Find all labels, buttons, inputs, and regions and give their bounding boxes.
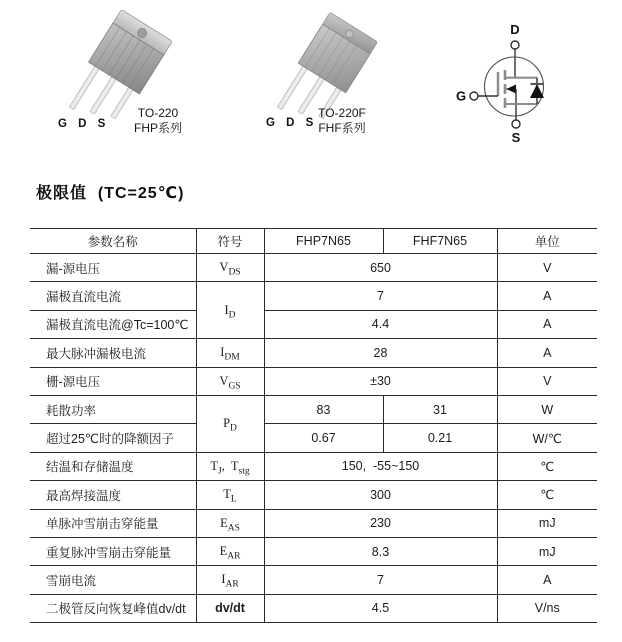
param-cell: 单脉冲雪崩击穿能量	[30, 509, 196, 537]
unit-cell: A	[497, 310, 597, 338]
unit-cell: V	[497, 367, 597, 395]
unit-cell: A	[497, 566, 597, 594]
value-cell: 650	[264, 254, 497, 282]
symbol-cell: $E_{AR}$	[196, 537, 264, 565]
value-cell: 7	[264, 282, 497, 310]
value-cell: 4.4	[264, 310, 497, 338]
unit-cell: W/℃	[497, 424, 597, 452]
table-row	[30, 481, 597, 509]
unit-cell: ℃	[497, 452, 597, 480]
symbol-cell: $I_D$	[196, 282, 264, 339]
table-header-row	[30, 229, 597, 254]
value-cell: 150, -55~150	[264, 452, 497, 480]
unit-cell: mJ	[497, 509, 597, 537]
table-row	[30, 395, 597, 423]
col-header-unit: 单位	[497, 229, 597, 254]
section-title: 极限值 (TC=25℃)	[36, 185, 185, 202]
table-row	[30, 310, 597, 338]
unit-cell: A	[497, 339, 597, 367]
value-cell: 300	[264, 481, 497, 509]
symbol-cell: dv/dt	[196, 594, 264, 622]
source-terminal	[512, 120, 520, 128]
symbol-cell: $I_{DM}$	[196, 339, 264, 367]
source-label: S	[511, 130, 521, 145]
param-cell: 最高焊接温度	[30, 481, 196, 509]
drain-terminal	[511, 41, 519, 49]
pkg1-pins-label: G D S	[58, 118, 110, 130]
param-cell: 栅-源电压	[30, 367, 196, 395]
drain-label: D	[510, 22, 520, 37]
value-cell: 4.5	[264, 594, 497, 622]
symbol-cell: $P_D$	[196, 395, 264, 452]
pkg2-caption	[306, 106, 378, 136]
symbol-cell: $V_{GS}$	[196, 367, 264, 395]
body-diode	[530, 84, 544, 98]
symbol-cell: $I_{AR}$	[196, 566, 264, 594]
unit-cell: A	[497, 282, 597, 310]
table-row	[30, 254, 597, 282]
table-row	[30, 339, 597, 367]
param-cell: 重复脉冲雪崩击穿能量	[30, 537, 196, 565]
table-row	[30, 594, 597, 622]
table-row	[30, 452, 597, 480]
value-cell-device1: 83	[264, 395, 383, 423]
pkg1-series-name: FHP系列	[133, 121, 182, 135]
param-cell: 结温和存储温度	[30, 452, 196, 480]
param-cell: 漏-源电压	[30, 254, 196, 282]
param-cell: 二极管反向恢复峰值dv/dt	[30, 594, 196, 622]
symbol-cell: $T_J$, $T_{stg}$	[196, 452, 264, 480]
value-cell-device2: 31	[383, 395, 497, 423]
gate-label: G	[455, 88, 467, 104]
col-header-symbol: 符号	[196, 229, 264, 254]
maximum-ratings-table	[30, 228, 597, 623]
pkg1-package-name: TO-220	[137, 106, 179, 120]
unit-cell: ℃	[497, 481, 597, 509]
param-cell: 耗散功率	[30, 395, 196, 423]
col-header-device1: FHP7N65	[264, 229, 383, 254]
table-row	[30, 509, 597, 537]
pkg2-pins-label: G D S	[266, 117, 318, 129]
param-cell: 漏极直流电流@Tc=100℃	[30, 310, 196, 338]
symbol-cell: $E_{AS}$	[196, 509, 264, 537]
col-header-param: 参数名称	[30, 229, 196, 254]
pkg2-package-name: TO-220F	[318, 106, 366, 120]
value-cell-device1: 0.67	[264, 424, 383, 452]
value-cell: 28	[264, 339, 497, 367]
param-cell: 漏极直流电流	[30, 282, 196, 310]
mosfet-symbol-icon	[452, 14, 577, 149]
param-cell: 最大脉冲漏极电流	[30, 339, 196, 367]
channel-arrow	[507, 85, 517, 94]
symbol-cell: $T_L$	[196, 481, 264, 509]
unit-cell: V	[497, 254, 597, 282]
param-cell: 超过25℃时的降额因子	[30, 424, 196, 452]
table-row	[30, 566, 597, 594]
value-cell: 230	[264, 509, 497, 537]
unit-cell: W	[497, 395, 597, 423]
table-row	[30, 282, 597, 310]
table-row	[30, 424, 597, 452]
symbol-cell: $V_{DS}$	[196, 254, 264, 282]
table-row	[30, 537, 597, 565]
value-cell-device2: 0.21	[383, 424, 497, 452]
gate-terminal	[470, 92, 478, 100]
pkg1-caption	[122, 106, 194, 136]
table-row	[30, 367, 597, 395]
unit-cell: V/ns	[497, 594, 597, 622]
value-cell: 7	[264, 566, 497, 594]
pkg2-series-name: FHF系列	[318, 121, 366, 135]
param-cell: 雪崩电流	[30, 566, 196, 594]
value-cell: ±30	[264, 367, 497, 395]
value-cell: 8.3	[264, 537, 497, 565]
col-header-device2: FHF7N65	[383, 229, 497, 254]
unit-cell: mJ	[497, 537, 597, 565]
